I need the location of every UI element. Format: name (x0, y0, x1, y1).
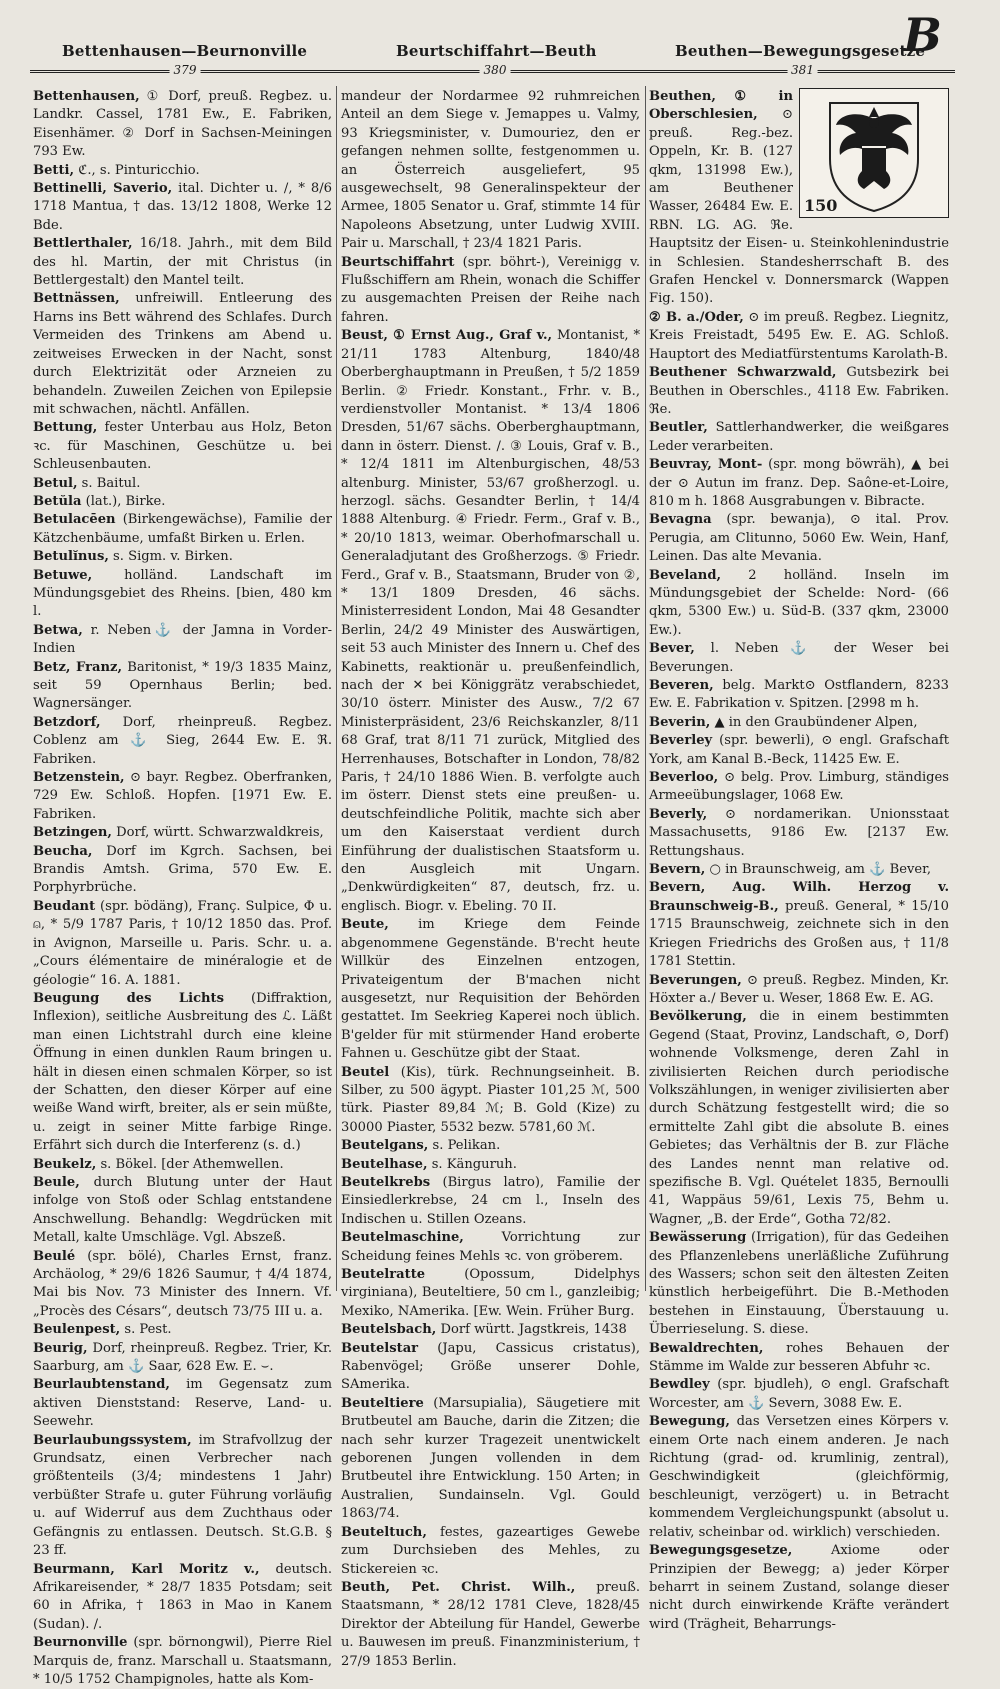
entry-headword: Bevern, (649, 862, 706, 878)
entry-headword: Beuthen, ① in Oberschlesien, (649, 89, 793, 123)
entry-headword: Beutelsbach, (341, 1322, 437, 1338)
entry-text: s. Bökel. [der Athemwellen. (96, 1156, 284, 1172)
entry-text: Dorf, rheinpreuß. Regbez. Coblenz am ⚓ Sieg, 2644 Ew. E. ℜ. Fabriken. (33, 714, 332, 767)
entry-headword: Bettung, (33, 420, 98, 436)
dictionary-entry (33, 622, 332, 659)
entry-text: Dorf, rheinpreuß. Regbez. Trier, Kr. Saarburg, am ⚓ Saar, 628 Ew. E. ⌣. (33, 1340, 332, 1375)
dictionary-entry (341, 1229, 640, 1266)
dictionary-entry (33, 1340, 332, 1377)
entry-headword: Betuwe, (33, 567, 93, 583)
entry-text: r. Neben⚓ der Jamna in Vorder-Indien (33, 622, 332, 657)
entry-text: verdienstvoller Montanist. * 13/4 1806 Dresden, 51/67 sächs. Oberberghauptmann, dann in österr. Dienst. /. ③ Louis, Graf v. B., * 12/4 1811 im Altenburgischen, 48/53 altenburg. Minister, 53/67 großherzogl. u. herzogl. sächs. Gesandter Berlin, † 14/4 1888 Altenburg. ④ Friedr. Ferm., Graf v. B., * 20/10 1813, weimar. Oberhofmarschall u. Generaladjutant des Großherzogs. ⑤ Friedr. Ferd., Graf v. B., Staatsmann, Bruder von ②, * 13/1 1809 Dresden, 46 sächs. Ministerresident London, Mai 48 Gesandter Berlin, 24/2 49 Minister des Auswärtigen, seit 53 auch Minister des Innern u. Chef des Kabinetts, reaktionär u. preußenfeindlich, nach der ✕ bei Königgrätz verabschiedet, 30/10 österr. Minister des Ausw., 7/2 67 Ministerpräsident, 23/6 Reichskanzler, 8/11 68 Graf, trat 8/11 71 zurück, Mitglied des Herrenhauses, Botschafter in London, 78/82 Paris, † 24/10 1886 Wien. B. verfolgte auch im österr. Dienst stets eine preußen- u. deutschfeindliche Politik, machte sich aber um den Kaiserstaat verdient durch Einführung der dualistischen Staatsform u. den Ausgleich mit Ungarn. „Denkwürdigkeiten“ 87, deutsch, frz. u. englisch. Biogr. v. Ebeling. 70 II. (341, 401, 640, 914)
entry-text: durch Blutung unter der Haut infolge von Stoß oder Schlag entstandene Anschwellung. Behandlg: Wegdrücken mit Metall, kalte Umschläge. Vgl. Abszeß. (33, 1174, 332, 1246)
dictionary-entry (33, 162, 332, 180)
entry-headword: Beuteltiere (341, 1395, 424, 1411)
entry-headword: Bewdley (649, 1377, 710, 1393)
dictionary-entry (341, 1340, 640, 1395)
dictionary-entry (33, 1321, 332, 1339)
dictionary-entry (649, 732, 949, 769)
entry-headword: Betul, (33, 475, 78, 491)
page-number-rule (30, 63, 340, 87)
entry-text: ○ in Braunschweig, am ⚓ Bever, (705, 862, 932, 878)
dictionary-entry (33, 824, 332, 842)
entry-headword: Bevagna (649, 512, 712, 528)
entry-headword: Bewegungsgesetze, (649, 1543, 793, 1559)
entry-text: im Strafvollzug der Grundsatz, einen Verbrecher nach größtenteils (3/4; mindestens 1 Jahr) verbüßter Strafe u. guter Führung vorläufig u. auf Widerruf aus dem Zuchthaus oder Gefängnis zu entlassen. Deutsch. St.G.B. § 23 ff. (33, 1432, 332, 1559)
entry-headword: Bewässerung (649, 1230, 747, 1246)
entry-headword: Betz, Franz, (33, 659, 123, 675)
dictionary-entry (33, 548, 332, 566)
page-number: 380 (480, 63, 511, 77)
dictionary-entry (33, 843, 332, 898)
dictionary-entry (33, 1376, 332, 1431)
column-divider (336, 86, 337, 1291)
dictionary-entry (33, 511, 332, 548)
entry-text: ⊙ bayr. Regbez. Oberfranken, 729 Ew. Schloß. Hopfen. [1971 Ew. E. Fabriken. (33, 770, 332, 822)
entry-text: die in einem bestimmten Gegend (Staat, Provinz, Landschaft, ⊙, Dorf) wohnende Volksmenge, deren Zahl in zivilisierten Reichen durch periodische Volkszählungen, in weniger zivilisierten aber durch Schätzung festgestellt wird; die so ermittelte Zahl gibt die absolute B. eines Gebietes; das Verhältnis der B. zur Fläche des Landes nennt man relative od. spezifische B. Vgl. Quételet 1835, Bernoulli 41, Wappäus 59/61, Lexis 75, Behm u. Wagner, „B. der Erde“, Gotha 72/82. (649, 1009, 949, 1227)
entry-text: (spr. bewerli), ⊙ engl. Grafschaft York, am Kanal B.-Beck, 11425 Ew. E. (649, 733, 949, 767)
entry-headword: Beukelz, (33, 1156, 97, 1172)
dictionary-entry (649, 1376, 949, 1413)
entry-headword: Beutelmaschine, (341, 1230, 464, 1246)
page-number: 379 (170, 63, 201, 77)
entry-headword: Beuthener Schwarzwald, (649, 365, 837, 381)
running-head-left: Bettenhausen—Beurnonville (62, 42, 308, 60)
entry-headword: Beuteltuch, (341, 1524, 427, 1540)
entry-text: im Gegensatz zum aktiven Dienststand: Reserve, Land- u. Seewehr. (33, 1377, 332, 1430)
dictionary-entry (649, 879, 949, 971)
dictionary-entry (649, 309, 949, 364)
entry-text: Baritonist, * 19/3 1835 Mainz, seit 59 Opernhaus Berlin; bed. Wagnersänger. (33, 659, 332, 712)
entry-text: Montanist, * 21/11 1783 Altenburg, 1840/48 Oberberghauptmann in Preußen, † 5/2 1859 Berlin. ② Friedr. Konstant., Frhr. v. B., (341, 328, 640, 399)
entry-text: (Kis), türk. Rechnungseinheit. B. Silber, zu 500 ägypt. Piaster 101,25 ℳ, 500 türk. Piaster 89,84 ℳ; B. Gold (Kize) zu 30000 Piaster, 5532 bezw. 5781,60 ℳ. (341, 1064, 640, 1135)
dictionary-entry (649, 1008, 949, 1229)
entry-text: Vorrichtung zur Scheidung feines Mehls ꝛc. von gröberem. (341, 1230, 640, 1264)
entry-text: das Versetzen eines Körpers v. einem Orte nach einem anderen. Je nach Richtung (grad- od. krumlinig, zentral), Geschwindigkeit (gleichförmig, beschleunigt, verzögert) u. in Betracht kommendem Vergleichungspunkt (absolut u. relativ, scheinbar od. wirklich) verschieden. (649, 1414, 949, 1540)
dictionary-entry (33, 659, 332, 714)
entry-text: l. Neben⚓ der Weser bei Beverungen. (649, 641, 949, 675)
entry-text: mandeur der Nordarmee 92 ruhmreichen Anteil an dem Siege v. Jemappes u. Valmy, 93 Kriegsminister, v. Dumouriez, den er gefangen nehmen sollte, festgenommen u. an Österreich ausgeliefert, 95 ausgewechselt, 98 Generalinspekteur der Armee, 1805 Senator u. Graf, stimmte 14 für Napoleons Absetzung, unter Ludwig XVIII. Pair u. Marschall, † 23/4 1821 Paris. (341, 89, 640, 252)
dictionary-entry (649, 769, 949, 806)
entry-headword: Betulacēen (33, 512, 116, 528)
dictionary-entry (649, 456, 949, 511)
dictionary-entry (33, 1561, 332, 1635)
eagle-shield-icon (800, 89, 948, 217)
entry-headword: Betzenstein, (33, 770, 125, 786)
dictionary-entry (341, 254, 640, 328)
coat-of-arms-image (799, 88, 949, 218)
column-right (649, 88, 949, 1632)
dictionary-entry (341, 1321, 640, 1339)
dictionary-entry (33, 1156, 332, 1174)
entry-text: (spr. bjudleh), ⊙ engl. Grafschaft Worcester, am ⚓ Severn, 3088 Ew. E. (649, 1377, 949, 1411)
entry-headword: Bewaldrechten, (649, 1340, 764, 1356)
page-number-rule (650, 63, 955, 87)
running-head-right: Beuthen—Bewegungsgesetze (675, 42, 926, 60)
entry-headword: Beulenpest, (33, 1322, 121, 1338)
dictionary-entry (33, 1174, 332, 1248)
entry-text: ⊙ belg. Prov. Limburg, ständiges Armeeübungslager, 1068 Ew. (649, 770, 949, 804)
entry-text: Dorf württ. Jagstkreis, 1438 (436, 1322, 627, 1338)
dictionary-entry (341, 1174, 640, 1229)
entry-text: s. Pest. (120, 1322, 172, 1338)
entry-text: ℭ., s. Pinturicchio. (74, 162, 200, 178)
entry-headword: Beutler, (649, 420, 708, 436)
entry-headword: Beurlaubungssystem, (33, 1432, 192, 1448)
dictionary-entry (649, 861, 949, 879)
dictionary-entry (649, 972, 949, 1009)
entry-text: Axiome oder Prinzipien der Bewegg; a) jeder Körper beharrt in seinem Zustand, solange dieser nicht durch einwirkende Kräfte verändert wird (Trägheit, Beharrungs- (649, 1543, 949, 1632)
dictionary-entry (649, 419, 949, 456)
entry-headword: Beveland, (649, 567, 722, 583)
entry-headword: Beverungen, (649, 972, 742, 988)
section-letter: B (903, 8, 942, 62)
entry-text: Sattlerhandwerker, die weißgares Leder verarbeiten. (649, 420, 949, 454)
column-left (33, 88, 332, 1687)
entry-headword: Bever, (649, 641, 695, 657)
entry-text: (Birkengewächse), Familie der Kätzchenbäume, umfaßt Birken u. Erlen. (33, 512, 332, 546)
entry-text: fester Unterbau aus Holz, Beton ꝛc. für Maschinen, Geschütze u. bei Schleusenbauten. (33, 420, 332, 473)
entry-text: (Marsupialia), Säugetiere mit Brutbeutel am Bauche, darin die Zitzen; die nach sehr kurzer Tragezeit unentwickelt geborenen Jungen vollenden in dem Brutbeutel ihre Entwicklung. 150 Arten; in Australien, Sundainseln. Vgl. Gould 1863/74. (341, 1395, 640, 1522)
column-divider (645, 86, 646, 1291)
dictionary-entry (33, 88, 332, 162)
entry-text: preuß. Staatsmann, * 28/12 1781 Cleve, 1828/45 Direktor der Abteilung für Handel, Gewerbe u. Bauwesen im preuß. Finanzministerium, † 27/9 1853 Berlin. (341, 1579, 640, 1669)
entry-headword: Beule, (33, 1174, 80, 1190)
entry-text: belg. Markt⊙ Ostflandern, 8233 Ew. E. Fabrikation v. Spitzen. [2998 m h. (649, 678, 949, 712)
entry-text: Gutsbezirk bei Beuthen in Oberschles., 4118 Ew. Fabriken. ℜe. (649, 365, 949, 417)
dictionary-entry (33, 1432, 332, 1561)
entry-text: ⊙ nordamerikan. Unionsstaat Massachusetts, 9186 Ew. [2137 Ew. Rettungshaus. (649, 806, 949, 859)
entry-headword: Bettlerthaler, (33, 236, 133, 252)
entry-headword: Beurnonville (33, 1635, 128, 1651)
dictionary-entry (33, 567, 332, 622)
entry-text: ▲ in den Graubündener Alpen, (710, 714, 918, 730)
entry-headword: Beutel (341, 1064, 390, 1080)
entry-headword: Beutelkrebs (341, 1174, 431, 1190)
entry-headword: ② B. a./Oder, (649, 309, 744, 325)
entry-headword: Bettinelli, Saverio, (33, 181, 173, 197)
entry-headword: Betwa, (33, 622, 83, 638)
entry-text: (spr. börnongwil), Pierre Riel Marquis de, franz. Marschall u. Staatsmann, * 10/5 1752 Champignoles, hatte als Kom- (33, 1635, 332, 1687)
dictionary-entry (33, 990, 332, 1156)
entry-text: (Birgus latro), Familie der Einsiedlerkrebse, 24 cm l., Inseln des Indischen u. Stillen Ozeans. (341, 1174, 640, 1227)
dictionary-entry (341, 1524, 640, 1579)
entry-headword: Beugung des Lichts (33, 990, 224, 1006)
entry-text: (Diffraktion, Inflexion), seitliche Ausbreitung des ℒ. Läßt man einen Lichtstrahl durch eine kleine Öffnung in einen dunklen Raum bringen u. hält in diesen einen schmalen Körper, so ist der Schatten, den dieser Körper auf eine weiße Wand wirft, breiter, als er sein müßte, u. zeigt in seiner Mitte farbige Ringe. Erfährt sich durch die Interferenz (s. d.) (33, 990, 332, 1154)
entry-headword: Betulĭnus, (33, 549, 109, 565)
page-number: 381 (787, 63, 818, 77)
entry-text: (spr. bewanja), ⊙ ital. Prov. Perugia, am Clitunno, 5060 Ew. Wein, Hanf, Leinen. Das alte Mevania. (649, 512, 949, 565)
dictionary-entry (341, 327, 640, 916)
dictionary-entry (33, 898, 332, 990)
dictionary-entry (649, 1340, 949, 1377)
entry-headword: Beverin, (649, 714, 711, 730)
entry-text: Dorf im Kgrch. Sachsen, bei Brandis Amtsh. Grima, 570 Ew. E. Porphyrbrüche. (33, 843, 332, 896)
entry-headword: Bevölkerung, (649, 1009, 747, 1025)
entry-headword: Beucha, (33, 843, 93, 859)
dictionary-entry (341, 88, 640, 254)
entry-text: rohes Behauen der Stämme im Walde zur besseren Abfuhr ꝛc. (649, 1340, 949, 1375)
entry-text: (Opossum, Didelphys virginiana), Beuteltiere, 50 cm l., ganzleibig; Mexiko, NAmerika. [Ew. Wein. Früher Burg. (341, 1267, 640, 1319)
dictionary-entry (649, 640, 949, 677)
entry-text: s. Pelikan. (428, 1138, 501, 1154)
entry-headword: Beverly, (649, 806, 708, 822)
dictionary-entry (33, 1634, 332, 1689)
entry-headword: Beutelratte (341, 1267, 426, 1282)
dictionary-entry (33, 493, 332, 511)
dictionary-entry (341, 1266, 640, 1321)
entry-text: ⊙ preuß. Regbez. Minden, Kr. Höxter a./ Bever u. Weser, 1868 Ew. E. AG. (649, 972, 949, 1006)
dictionary-entry (341, 1137, 640, 1155)
entry-headword: Beutelstar (341, 1340, 419, 1356)
column-middle (341, 88, 640, 1669)
entry-headword: Beudant (33, 898, 96, 914)
entry-text: Dorf, württ. Schwarzwaldkreis, (111, 825, 324, 841)
entry-headword: Beulé (33, 1248, 76, 1264)
entry-headword: Beveren, (649, 678, 714, 693)
entry-text: s. Sigm. v. Birken. (108, 549, 233, 565)
entry-text: (lat.), Birke. (81, 493, 166, 509)
dictionary-entry (649, 714, 949, 732)
entry-text: 16/18. Jahrh., mit dem Bild des hl. Martin, der mit Christus (in Bettlergestalt) den Mantel teilt. (33, 236, 332, 289)
entry-text: 2 holländ. Inseln im Mündungsgebiet der Schelde: Nord- (66 qkm, 5300 Ew.) u. Süd-B. (337 qkm, 23000 Ew.). (649, 567, 949, 638)
page-number-rule (340, 63, 650, 87)
dictionary-entry (341, 1579, 640, 1671)
entry-text: holländ. Landschaft im Mündungsgebiet des Rheins. [bien, 480 km l. (33, 567, 332, 620)
dictionary-entry (33, 1248, 332, 1322)
entry-headword: Beverloo, (649, 770, 719, 786)
entry-text: (Irrigation), für das Gedeihen des Pflanzenlebens unerläßliche Zuführung des Wassers; schon seit den ältesten Zeiten künstlich herbeigeführt. Die B.-Methoden bestehen in Einstauung, Überstauung u. Überrieselung. S. diese. (649, 1230, 949, 1338)
entry-headword: Betŭla (33, 493, 82, 509)
entry-headword: Bevern, Aug. Wilh. Herzog v. Braunschweig-B., (649, 880, 949, 914)
entry-headword: Bettenhausen, (33, 89, 140, 104)
entry-text: ital. Dichter u. /, * 8/6 1718 Mantua, † das. 13/12 1808, Werke 12 Bde. (33, 181, 332, 233)
dictionary-entry (33, 419, 332, 474)
dictionary-entry (33, 235, 332, 290)
entry-headword: Beurig, (33, 1340, 88, 1356)
entry-text: (spr. böhrt-), Vereinigg v. Flußschiffern am Rhein, wonach die Schiffer zu ausgemachten Preisen der Reihe nach fahren. (341, 254, 640, 325)
dictionary-entry (649, 567, 949, 641)
entry-text: ⊙ preuß. Reg.-bez. Oppeln, Kr. B. (127 qkm, 131998 Ew.), am Beuthener Wasser, 26484 Ew. E. RBN. LG. AG. ℜe. Hauptsitz der Eisen- u. Steinkohlenindustrie in Schlesien. Standesherrschaft B. des Grafen Henckel v. Donnersmarck (Wappen Fig. 150). (649, 107, 949, 307)
entry-headword: Beurmann, Karl Moritz v., (33, 1561, 260, 1577)
entry-headword: Beuvray, Mont- (649, 457, 763, 473)
entry-headword: Beute, (341, 917, 389, 933)
entry-text: s. Baitul. (77, 475, 141, 491)
dictionary-entry (33, 475, 332, 493)
dictionary-entry (649, 1413, 949, 1542)
entry-text: festes, gazeartiges Gewebe zum Durchsieben des Mehles, zu Stickereien ꝛc. (341, 1524, 640, 1577)
running-head-center: Beurtschiffahrt—Beuth (396, 42, 597, 60)
entry-text: s. Känguruh. (427, 1156, 517, 1172)
dictionary-entry (341, 1395, 640, 1524)
entry-text: unfreiwill. Entleerung des Harns ins Bett während des Schlafes. Durch Vermeiden des Trinkens am Abend u. zeitweises Erwecken in der Nacht, sonst durch Elektrizität oder Arzneien zu behandeln. Zuweilen Zeichen von Epilepsie mit schwachen, nächtl. Anfällen. (33, 291, 332, 417)
entry-text: (spr. bölé), Charles Ernst, franz. Archäolog, * 29/6 1826 Saumur, † 4/4 1874, Mai bis Nov. 73 Minister des Innern. Vf. „Procès des Césars“, deutsch 73/75 III u. a. (33, 1248, 332, 1319)
entry-headword: Beust, ① Ernst Aug., Graf v., (341, 328, 553, 344)
entry-text: preuß. General, * 15/10 1715 Braunschweig, zeichnete sich in den Kriegen Friedrichs des Großen aus, † 11/8 1781 Stettin. (649, 898, 949, 970)
entry-headword: Betzingen, (33, 825, 112, 841)
dictionary-entry (341, 1064, 640, 1138)
dictionary-entry (649, 677, 949, 714)
dictionary-entry (649, 1229, 949, 1339)
entry-headword: Beverley (649, 733, 713, 749)
entry-headword: Betti, (33, 162, 75, 178)
entry-headword: Beutelgans, (341, 1138, 429, 1154)
dictionary-entry (33, 290, 332, 419)
dictionary-entry (649, 806, 949, 861)
entry-text: (spr. bödäng), Franç. Sulpice, Φ u. ⍝, * 5/9 1787 Paris, † 10/12 1850 das. Prof. in Avignon, Marseille u. Paris. Schr. u. a. „Cours élémentaire de minéralogie et de géologie“ 16. A. 1881. (33, 898, 332, 988)
entry-headword: Beuth, Pet. Christ. Wilh., (341, 1579, 576, 1595)
entry-headword: Beurtschiffahrt (341, 254, 455, 270)
entry-text: (Japu, Cassicus cristatus), Rabenvögel; Größe unserer Dohle, SAmerika. (341, 1340, 640, 1393)
dictionary-entry (649, 1542, 949, 1634)
entry-text: (spr. mong böwräh), ▲ bei der ⊙ Autun im franz. Dep. Saône-et-Loire, 810 m h. 1868 Ausgrabungen v. Bibracte. (649, 457, 949, 509)
entry-headword: Beutelhase, (341, 1156, 428, 1172)
entry-headword: Bewegung, (649, 1414, 730, 1430)
dictionary-entry (33, 180, 332, 235)
dictionary-entry (33, 769, 332, 824)
dictionary-entry (341, 1156, 640, 1174)
entry-headword: Betzdorf, (33, 714, 101, 730)
dictionary-entry (341, 916, 640, 1063)
entry-text: im Kriege dem Feinde abgenommene Gegenstände. B'recht heute Willkür des Einzelnen entzogen, Privateigentum der B'machen nicht ausgesetzt, nur Requisition der Behörden gestattet. Im Seekrieg Kaperei noch üblich. B'gelder für mit stürmender Hand eroberte Fahnen u. Geschütze gibt der Staat. (341, 917, 640, 1062)
entry-text: ① Dorf, preuß. Regbez. u. Landkr. Cassel, 1781 Ew., E. Fabriken, Eisenhämer. ② Dorf in Sachsen-Meiningen 793 Ew. (33, 89, 332, 160)
entry-headword: Bettnässen, (33, 291, 120, 307)
dictionary-entry (649, 511, 949, 566)
dictionary-entry (33, 714, 332, 769)
entry-text: ⊙ im preuß. Regbez. Liegnitz, Kreis Freistadt, 5495 Ew. E. AG. Schloß. Hauptort des Mediatfürstentums Karolath-B. (649, 309, 949, 362)
entry-headword: Beurlaubtenstand, (33, 1377, 170, 1393)
figure-number: 150 (804, 196, 838, 215)
dictionary-entry (649, 364, 949, 419)
entry-text: deutsch. Afrikareisender, * 28/7 1835 Potsdam; seit 60 in Afrika, † 1863 in Mao in Kanem (Sudan). /. (33, 1561, 332, 1632)
